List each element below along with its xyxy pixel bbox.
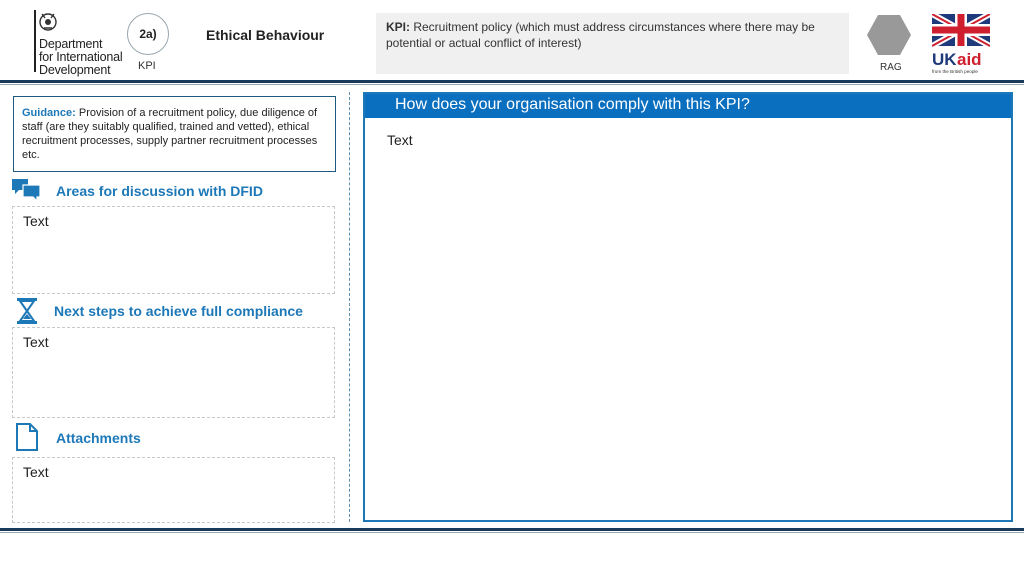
- document-icon: [12, 422, 42, 452]
- kpi-description: Recruitment policy (which must address circumstances where there may be potential or actual conflict of interest): [386, 20, 815, 50]
- footer-divider-thin: [0, 532, 1024, 533]
- section-title-discussion: Areas for discussion with DFID: [56, 183, 263, 199]
- dfid-logo: [34, 10, 134, 77]
- attachments-text-area[interactable]: Text: [12, 457, 335, 523]
- compliance-text-area[interactable]: Text: [387, 132, 413, 148]
- ukaid-tagline: from the British people: [932, 69, 978, 74]
- rag-caption: RAG: [880, 62, 902, 73]
- svg-text:UK: UK: [932, 50, 957, 69]
- section-title-next-steps: Next steps to achieve full compliance: [54, 303, 303, 319]
- royal-crest-icon: [34, 10, 62, 34]
- next-steps-text-area[interactable]: Text: [12, 327, 335, 418]
- speech-bubbles-icon: [11, 176, 41, 206]
- ukaid-logo: [932, 14, 990, 74]
- compliance-question: How does your organisation comply with this KPI?: [365, 94, 1011, 118]
- header-divider: [0, 80, 1024, 83]
- rag-status-indicator[interactable]: [866, 14, 912, 56]
- svg-text:aid: aid: [957, 50, 982, 69]
- guidance-label: Guidance:: [22, 107, 76, 119]
- guidance-box: [13, 96, 336, 172]
- union-flag-icon: [932, 14, 990, 46]
- guidance-text: Provision of a recruitment policy, due diligence of staff (are they suitably qualified, trained and vetted), ethical recruitment processes, supply partner recruitment processes etc.: [22, 107, 318, 161]
- compliance-panel: [363, 92, 1013, 522]
- kpi-description-box: [376, 13, 849, 74]
- department-name: Department for International Development: [39, 37, 123, 77]
- kpi-label: KPI:: [386, 20, 410, 34]
- hourglass-icon: [12, 296, 42, 326]
- page-title: Ethical Behaviour: [206, 27, 325, 43]
- footer-divider: [0, 528, 1024, 531]
- header-divider-thin: [0, 84, 1024, 85]
- kpi-number-badge: 2a): [127, 13, 169, 55]
- kpi-caption: KPI: [138, 60, 156, 72]
- discussion-text-area[interactable]: Text: [12, 206, 335, 294]
- column-divider: [349, 92, 350, 522]
- section-title-attachments: Attachments: [56, 430, 141, 446]
- logo-rule: [34, 10, 36, 72]
